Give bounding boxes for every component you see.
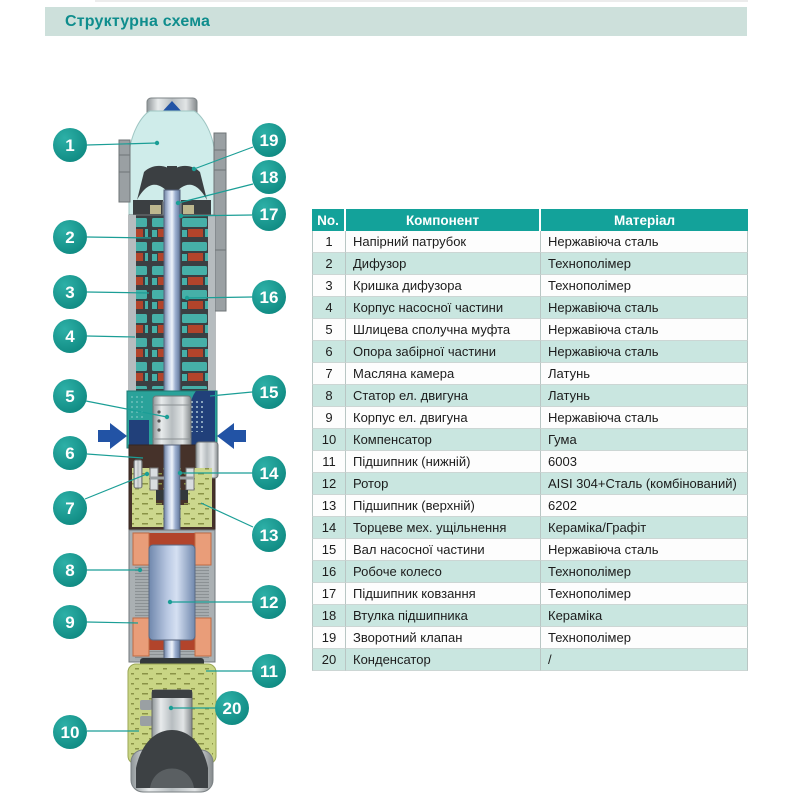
- callout-7: 7: [53, 491, 87, 525]
- callout-13: 13: [252, 518, 286, 552]
- callout-17: 17: [252, 197, 286, 231]
- table-row: 12 Ротор AISI 304+Сталь (комбінований): [312, 473, 748, 495]
- callout-12: 12: [252, 585, 286, 619]
- callout-9: 9: [53, 605, 87, 639]
- top-divider: [95, 0, 748, 2]
- table-row: 13 Підшипник (верхній) 6202: [312, 495, 748, 517]
- table-row: 14 Торцеве мех. ущільнення Кераміка/Графіт: [312, 517, 748, 539]
- callout-8: 8: [53, 553, 87, 587]
- rotor: [149, 545, 195, 640]
- table-row: 20 Конденсатор /: [312, 649, 748, 671]
- table-row: 15 Вал насосної частини Нержавіюча сталь: [312, 539, 748, 561]
- pump-diagram: [0, 85, 310, 800]
- table-row: 9 Корпус ел. двигуна Нержавіюча сталь: [312, 407, 748, 429]
- callout-11: 11: [252, 654, 286, 688]
- table-row: 7 Масляна камера Латунь: [312, 363, 748, 385]
- table-row: 18 Втулка підшипника Кераміка: [312, 605, 748, 627]
- oil-chamber-seal: [129, 442, 218, 530]
- arrow-right-icon: [98, 423, 127, 449]
- callout-10: 10: [53, 715, 87, 749]
- col-header-no: No.: [312, 209, 346, 231]
- compensator-section: [128, 664, 216, 792]
- table-row: 5 Шлицева сполучна муфта Нержавіюча сталь: [312, 319, 748, 341]
- callout-16: 16: [252, 280, 286, 314]
- table-row: 4 Корпус насосної частини Нержавіюча сталь: [312, 297, 748, 319]
- arrow-left-icon: [217, 423, 246, 449]
- table-row: 1 Напірний патрубок Нержавіюча сталь: [312, 231, 748, 253]
- callout-2: 2: [53, 220, 87, 254]
- table-row: 2 Дифузор Технополімер: [312, 253, 748, 275]
- col-header-component: Компонент: [346, 209, 541, 231]
- callout-3: 3: [53, 275, 87, 309]
- intake-section: [127, 391, 217, 448]
- callout-6: 6: [53, 436, 87, 470]
- table-row: 6 Опора забірної частини Нержавіюча сталь: [312, 341, 748, 363]
- callout-14: 14: [252, 456, 286, 490]
- callout-18: 18: [252, 160, 286, 194]
- table-row: 3 Кришка дифузора Технополімер: [312, 275, 748, 297]
- components-table: [312, 209, 748, 671]
- table-row: 19 Зворотний клапан Технополімер: [312, 627, 748, 649]
- table-row: 11 Підшипник (нижній) 6003: [312, 451, 748, 473]
- table-header: [312, 209, 748, 231]
- callout-15: 15: [252, 375, 286, 409]
- table-row: 8 Статор ел. двигуна Латунь: [312, 385, 748, 407]
- table-row: 10 Компенсатор Гума: [312, 429, 748, 451]
- page-title: Структурна схема: [65, 12, 211, 30]
- callout-19: 19: [252, 123, 286, 157]
- callout-20: 20: [215, 691, 249, 725]
- callout-1: 1: [53, 128, 87, 162]
- col-header-material: Матеріал: [541, 209, 748, 231]
- page-title-bar: [45, 7, 747, 36]
- table-row: 16 Робоче колесо Технополімер: [312, 561, 748, 583]
- callout-4: 4: [53, 319, 87, 353]
- callout-5: 5: [53, 379, 87, 413]
- table-row: 17 Підшипник ковзання Технополімер: [312, 583, 748, 605]
- pump-shaft: [164, 190, 180, 405]
